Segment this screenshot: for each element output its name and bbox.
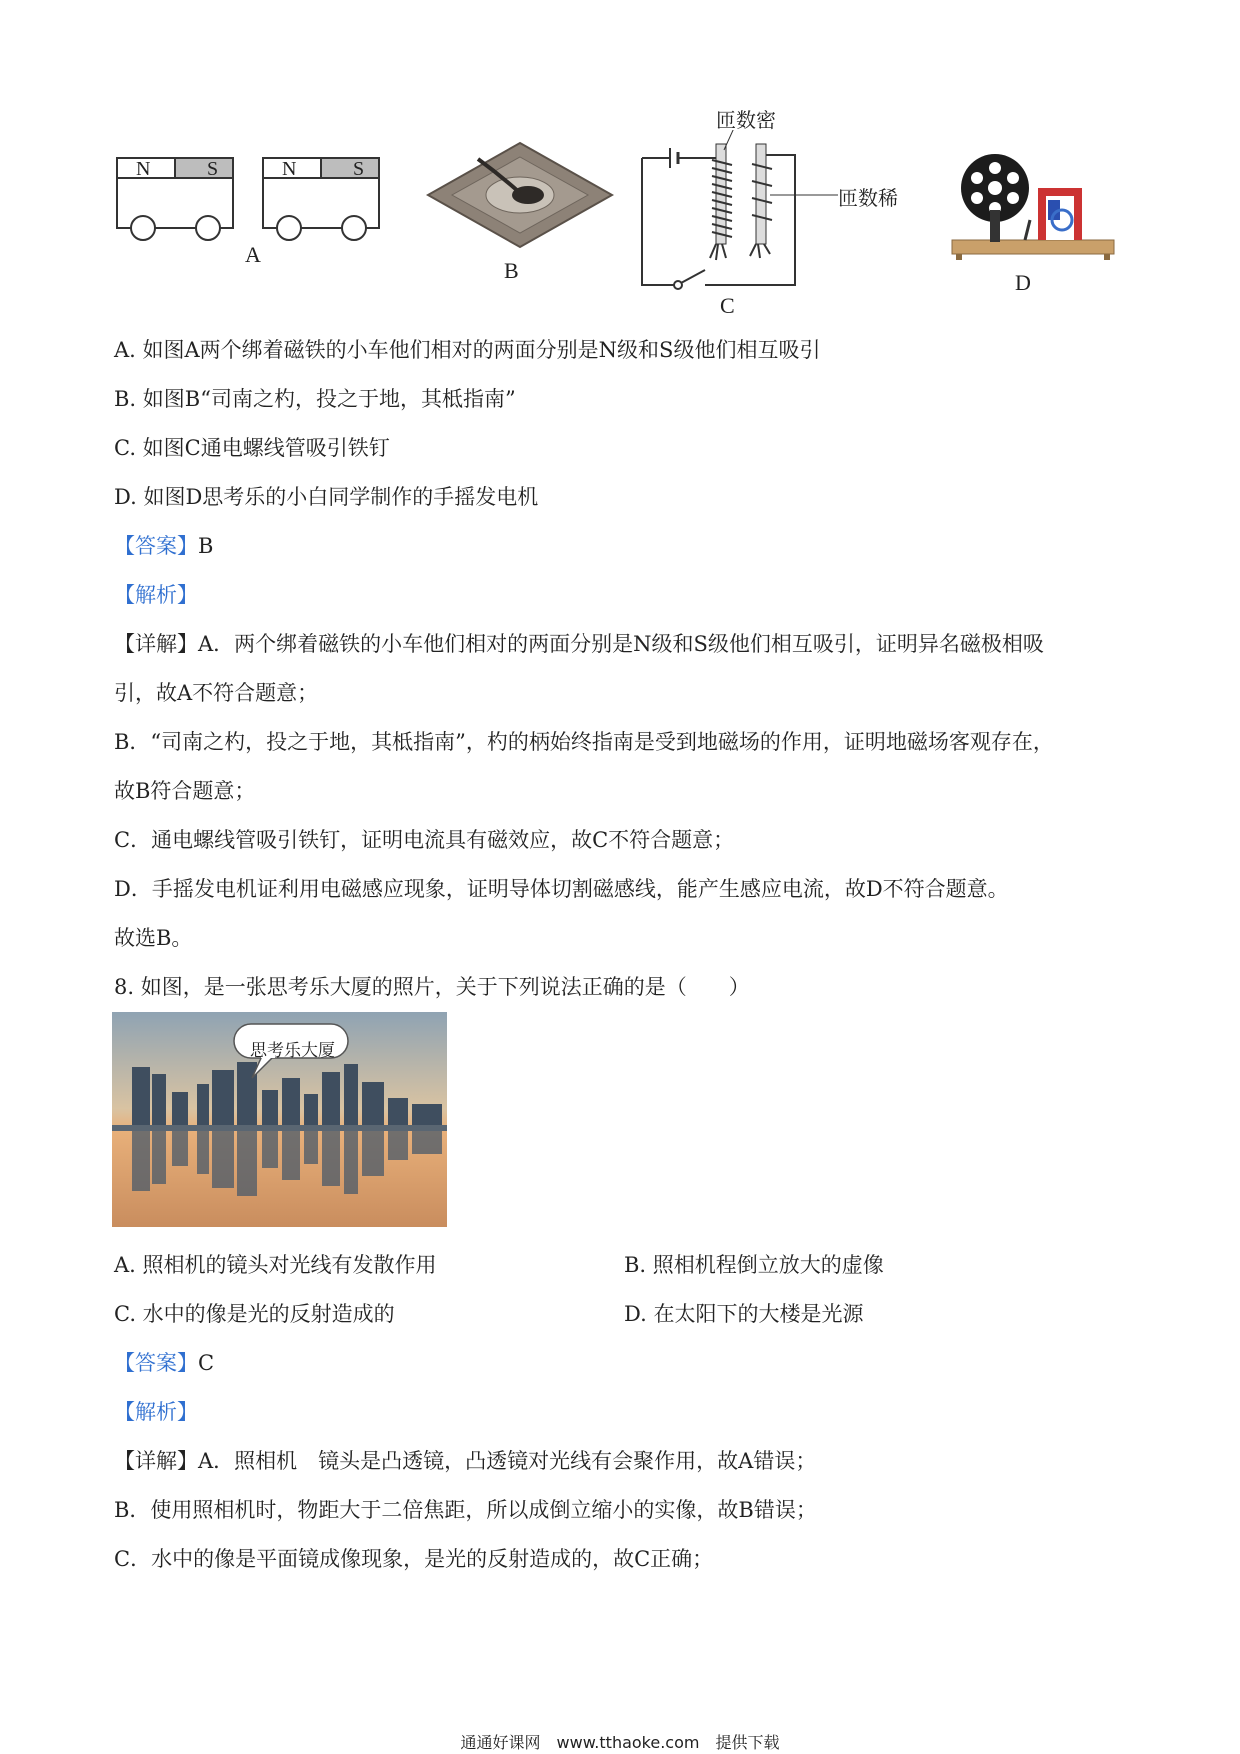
q8-detail-line1	[114, 1447, 816, 1475]
q7-detail-tag: 【详解】	[114, 632, 198, 656]
q7-detail-line2: 引，故A不符合题意；	[114, 681, 319, 705]
q7-option-a: A. 如图A两个绑着磁铁的小车他们相对的两面分别是N级和S级他们相互吸引	[114, 338, 821, 362]
q7-option-b: B. 如图B“司南之杓，投之于地，其柢指南”	[114, 387, 516, 411]
label-dense-coil: 匝数密	[716, 108, 776, 132]
q8-option-d: D. 在太阳下的大楼是光源	[624, 1302, 864, 1326]
q7-detail-line4: 故B符合题意；	[114, 779, 256, 803]
caption-d: D	[1015, 270, 1031, 295]
q7-answer	[114, 532, 213, 560]
figure-b-sinan-compass	[420, 135, 620, 255]
q8-detail-line3: C．水中的像是平面镜成像现象，是光的反射造成的，故C正确；	[114, 1547, 714, 1571]
car1-pole-n: N	[136, 158, 151, 180]
q7-detail-line7: 故选B。	[114, 926, 193, 950]
pointer-sparse	[770, 190, 840, 200]
q8-detail-tag: 【详解】	[114, 1449, 198, 1473]
q8-option-a: A. 照相机的镜头对光线有发散作用	[114, 1253, 437, 1277]
q7-detail-text1: A．两个绑着磁铁的小车他们相对的两面分别是N级和S级他们相互吸引，证明异名磁极相吸	[198, 632, 1044, 656]
car2-pole-s: S	[353, 158, 365, 180]
q7-detail-line6: D．手摇发电机证利用电磁感应现象，证明导体切割磁感线，能产生感应电流，故D不符合题意。	[114, 877, 1009, 901]
q8-option-b: B. 照相机程倒立放大的虚像	[624, 1253, 884, 1277]
q7-detail-line3: B．“司南之杓，投之于地，其柢指南”，杓的柄始终指南是受到地磁场的作用，证明地磁场客观存在，	[114, 730, 1054, 754]
photo-label-building: 思考乐大厦	[250, 1041, 335, 1061]
caption-c: C	[720, 293, 735, 318]
q7-answer-value: B	[198, 534, 214, 558]
q7-detail-line5: C．通电螺线管吸引铁钉，证明电流具有磁效应，故C不符合题意；	[114, 828, 735, 852]
q8-answer-value: C	[198, 1351, 215, 1375]
label-sparse-coil: 匝数稀	[838, 186, 898, 210]
caption-b: B	[504, 258, 519, 283]
caption-a: A	[245, 242, 261, 267]
q7-analysis-tag: 【解析】	[114, 583, 198, 607]
q8-detail-line2: B．使用照相机时，物距大于二倍焦距，所以成倒立缩小的实像，故B错误；	[114, 1498, 817, 1522]
q8-stem: 8. 如图，是一张思考乐大厦的照片，关于下列说法正确的是（ ）	[114, 975, 750, 999]
page-footer: 通通好课网 www.tthaoke.com 提供下载	[460, 1733, 780, 1752]
q7-detail-line1	[114, 630, 1044, 658]
q8-detail-text1: A．照相机 镜头是凸透镜，凸透镜对光线有会聚作用，故A错误；	[198, 1449, 817, 1473]
car1-pole-s: S	[207, 158, 219, 180]
q8-option-c: C. 水中的像是光的反射造成的	[114, 1302, 395, 1326]
q7-option-c: C. 如图C通电螺线管吸引铁钉	[114, 436, 390, 460]
q8-answer	[114, 1349, 214, 1377]
car2-pole-n: N	[282, 158, 297, 180]
figure-c-electromagnet-circuit	[630, 130, 810, 290]
q7-answer-tag: 【答案】	[114, 534, 198, 558]
q8-answer-tag: 【答案】	[114, 1351, 198, 1375]
q7-option-d: D. 如图D思考乐的小白同学制作的手摇发电机	[114, 485, 539, 509]
q8-analysis-tag: 【解析】	[114, 1400, 198, 1424]
figure-d-hand-generator	[950, 150, 1120, 265]
